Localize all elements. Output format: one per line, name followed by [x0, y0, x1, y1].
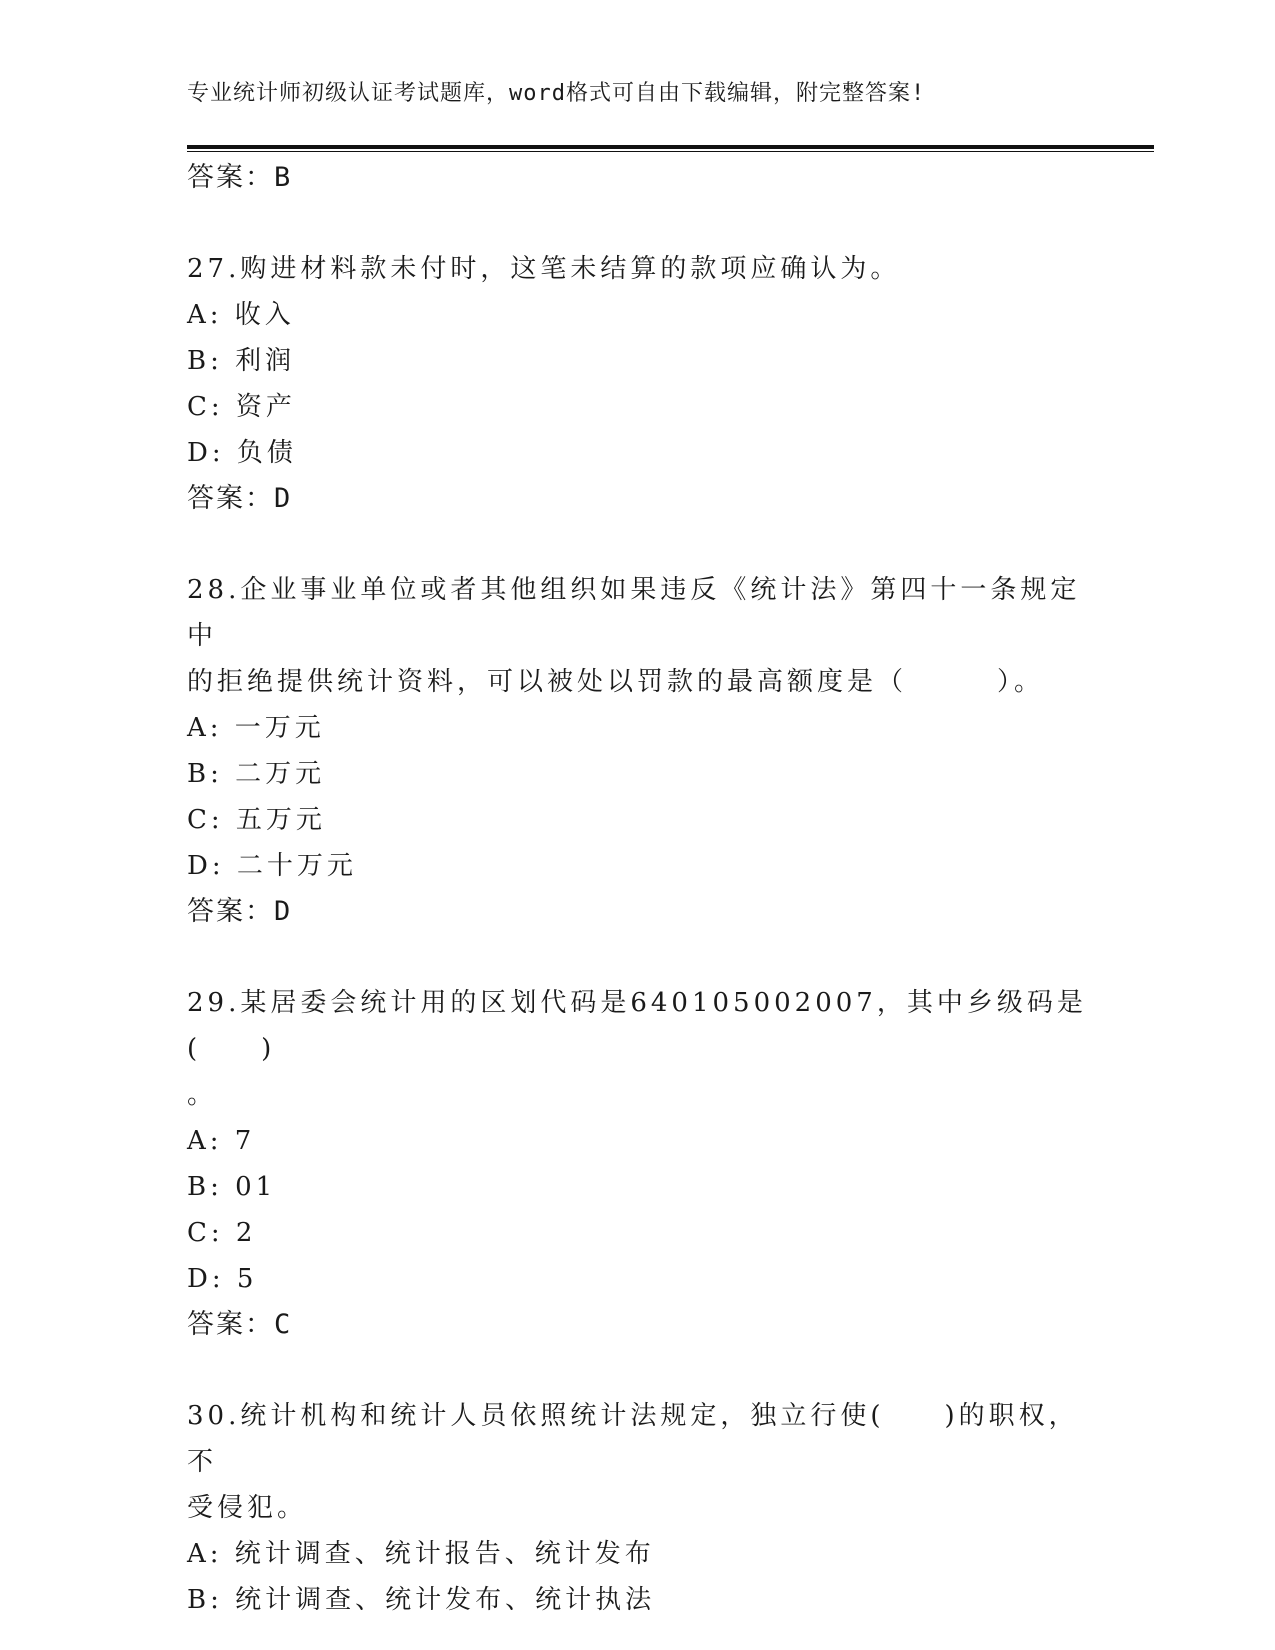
- question-text: 29.某居委会统计用的区划代码是640105002007，其中乡级码是( ) 。: [187, 988, 1087, 1110]
- header-divider-thick: [187, 145, 1154, 149]
- option-a: A: 统计调查、统计报告、统计发布: [187, 1539, 655, 1569]
- option-a: A: 收入: [187, 300, 295, 330]
- option-d: D: 负债: [187, 438, 297, 468]
- question-text: 28.企业事业单位或者其他组织如果违反《统计法》第四十一条规定中 的拒绝提供统计资料，可以被处以罚款的最高额度是（ ）。: [187, 575, 1081, 697]
- answer-label: 答案：: [187, 896, 274, 927]
- option-c: C: 五万元: [187, 805, 326, 835]
- question-list: [187, 155, 1087, 1623]
- option-c: C: 2: [187, 1218, 257, 1248]
- answer-line: [187, 889, 1087, 935]
- option-b: B: 01: [187, 1172, 277, 1202]
- option-a: A: 一万元: [187, 713, 325, 743]
- answer-line: [187, 155, 1087, 201]
- answer-value: D: [274, 896, 293, 927]
- question-28: [187, 567, 1087, 935]
- answer-value: B: [274, 162, 293, 193]
- answer-line: [187, 476, 1087, 522]
- answer-label: 答案：: [187, 162, 274, 193]
- question-text: 30.统计机构和统计人员依照统计法规定，独立行使( )的职权，不 受侵犯。: [187, 1401, 1079, 1523]
- answer-value: C: [274, 1309, 293, 1340]
- answer-label: 答案：: [187, 483, 274, 514]
- header-divider-thin: [187, 151, 1154, 152]
- option-c: C: 资产: [187, 392, 296, 422]
- answer-line: [187, 1302, 1087, 1348]
- question-30: [187, 1393, 1087, 1623]
- option-a: A: 7: [187, 1126, 256, 1156]
- question-text: 27.购进材料款未付时，这笔未结算的款项应确认为。: [187, 254, 901, 284]
- option-b: B: 利润: [187, 346, 296, 376]
- answer-value: D: [274, 483, 293, 514]
- page-header-title: 专业统计师初级认证考试题库，word格式可自由下载编辑，附完整答案!: [187, 81, 926, 106]
- question-29: [187, 980, 1087, 1348]
- option-d: D: 二十万元: [187, 851, 357, 881]
- option-d: D: 5: [187, 1264, 258, 1294]
- answer-label: 答案：: [187, 1309, 274, 1340]
- option-b: B: 二万元: [187, 759, 326, 789]
- option-b: B: 统计调查、统计发布、统计执法: [187, 1585, 656, 1615]
- question-27: [187, 246, 1087, 522]
